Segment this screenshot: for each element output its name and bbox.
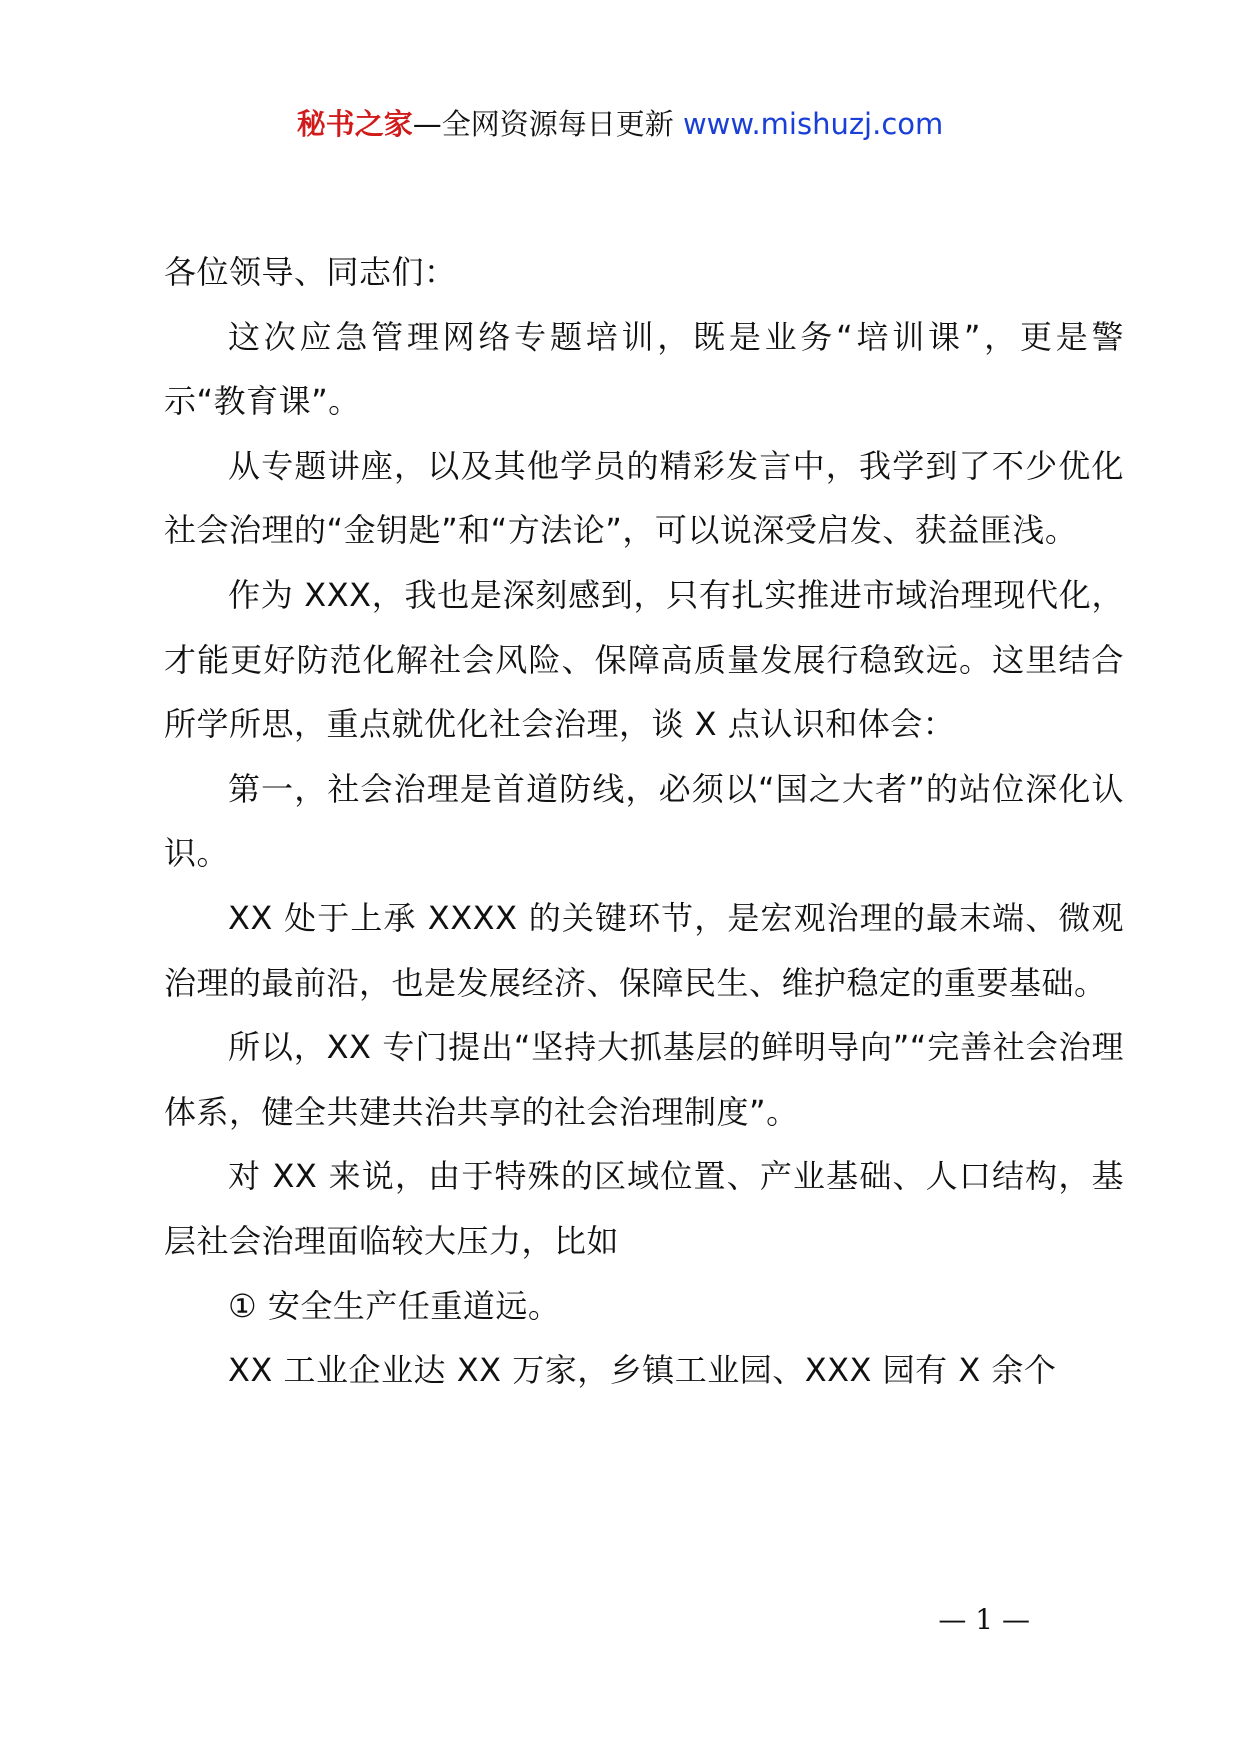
paragraph: XX 处于上承 XXXX 的关键环节，是宏观治理的最末端、微观治理的最前沿，也是发展经济、保障民生、维护稳定的重要基础。: [164, 898, 1124, 1002]
header-tagline: —全网资源每日更新: [412, 107, 674, 141]
paragraph: 对 XX 来说，由于特殊的区域位置、产业基础、人口结构，基层社会治理面临较大压力，比如: [164, 1157, 1124, 1260]
paragraph: 作为 XXX，我也是深刻感到，只有扎实推进市域治理现代化，才能更好防范化解社会风险、保障高质量发展行稳致远。这里结合所学所思，重点就优化社会治理，谈 X 点认识和体会：: [164, 575, 1124, 744]
paragraph: 所以，XX 专门提出“坚持大抓基层的鲜明导向”“完善社会治理体系，健全共建共治共享的社会治理制度”。: [164, 1028, 1124, 1131]
salutation: 各位领导、同志们：: [164, 253, 457, 291]
paragraph: ① 安全生产任重道远。: [228, 1286, 561, 1325]
site-url-link[interactable]: www.mishuzj.com: [682, 107, 944, 141]
page-number: — 1 —: [938, 1603, 1030, 1636]
paragraph: 从专题讲座，以及其他学员的精彩发言中，我学到了不少优化社会治理的“金钥匙”和“方法论”，可以说深受启发、获益匪浅。: [164, 446, 1124, 550]
paragraph: XX 工业企业达 XX 万家，乡镇工业园、XXX 园有 X 余个: [228, 1351, 1057, 1390]
paragraph: 这次应急管理网络专题培训，既是业务“培训课”，更是警示“教育课”。: [164, 317, 1124, 421]
document-body: [164, 240, 1124, 1403]
site-header: [0, 104, 1240, 144]
brand-name: 秘书之家: [296, 107, 413, 141]
page-footer: [0, 1602, 1240, 1638]
paragraph: 第一，社会治理是首道防线，必须以“国之大者”的站位深化认识。: [164, 769, 1124, 873]
